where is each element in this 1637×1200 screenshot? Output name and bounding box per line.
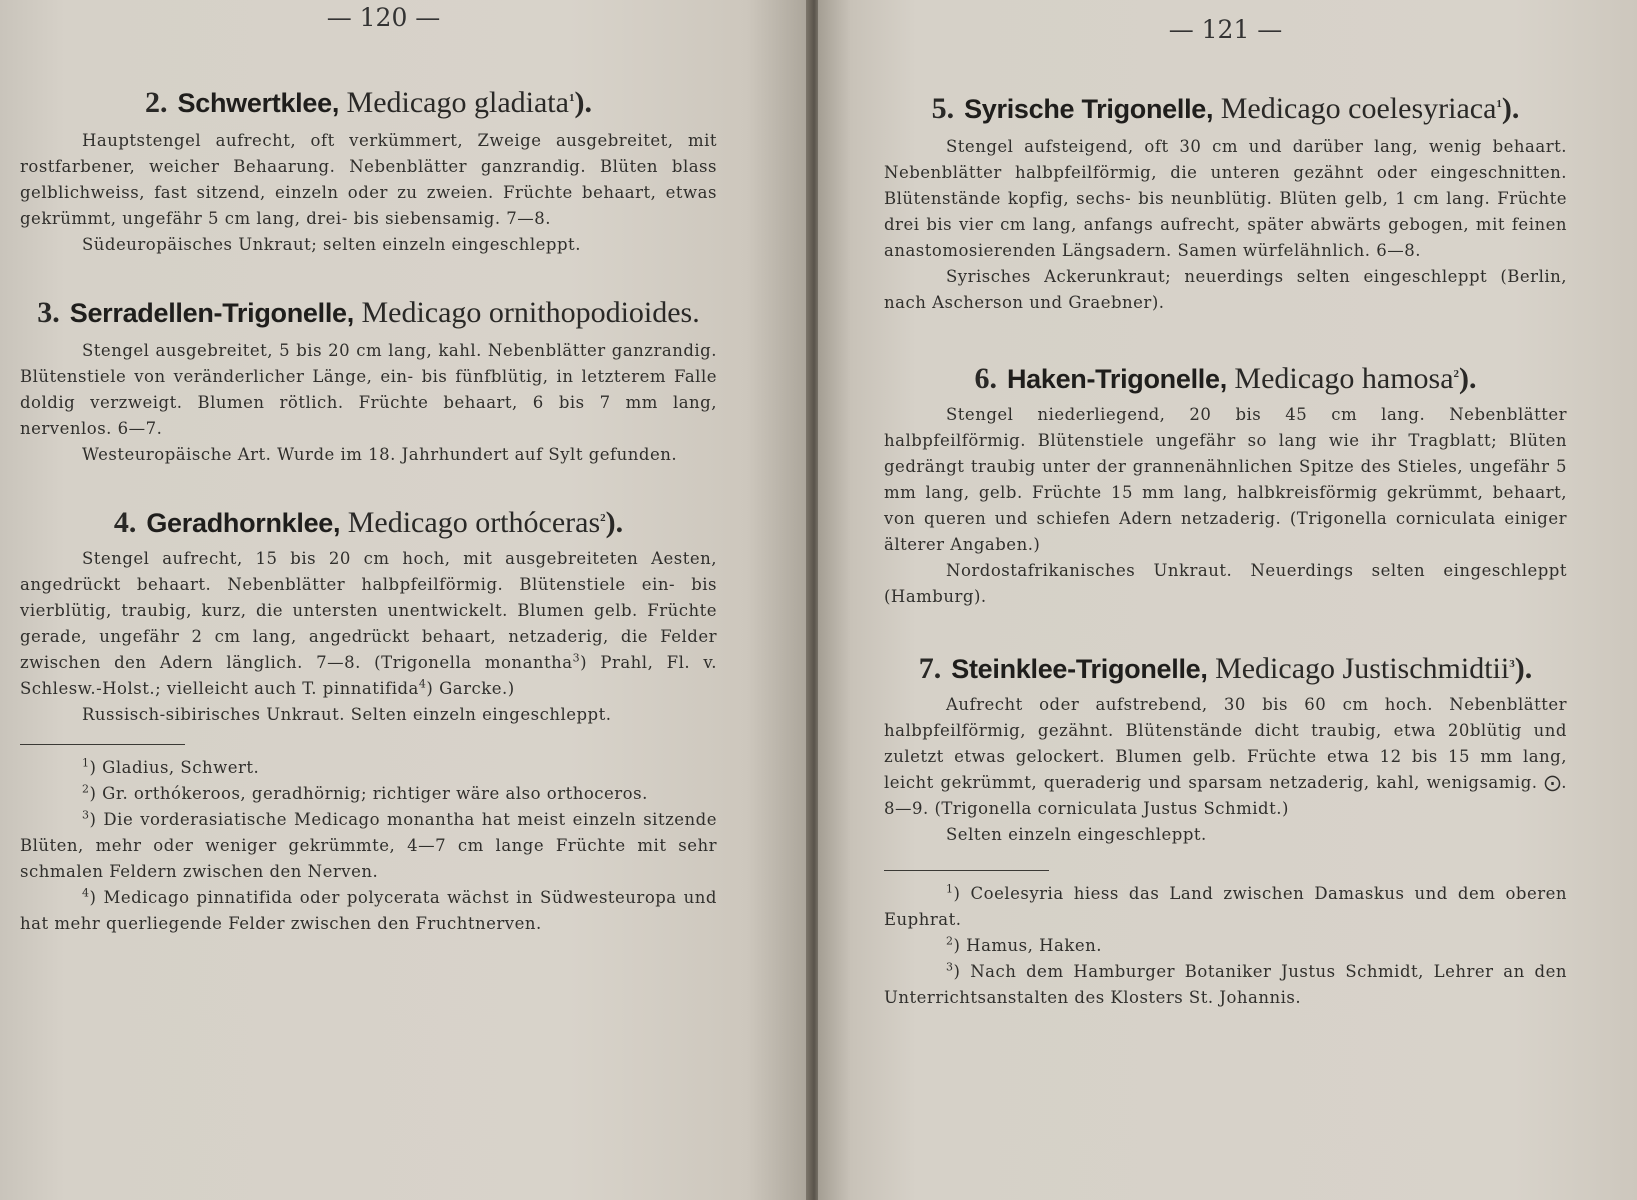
entry-description: Stengel niederliegend, 20 bis 45 cm lang. Nebenblätter halbpfeilförmig. Blütenstiele ungefähr so lang wie ihr Tragblatt; Blüten gedrängt traubig unter der grannenähnlichen Spitze des Stieles, ungefähr 5 mm lang, gelb. Früchte 15 mm lang, halbkreisförmig gekrümmt, behaart, von queren und schiefen Adern netzaderig. (Trigonella corniculata einiger älterer Angaben.): [884, 405, 1567, 554]
footnote: $^2$) Hamus, Haken.: [946, 934, 1102, 955]
latin-name: Medicago Justischmidtii: [1215, 652, 1510, 685]
footnote-ref: 4: [418, 677, 427, 691]
footnote-divider: [20, 744, 185, 745]
german-name: Schwertklee,: [177, 88, 340, 118]
latin-name: Medicago orthóceras: [347, 506, 601, 539]
entry-heading: 4. Geradhornklee, Medicago orthóceras$^2$).: [113, 506, 624, 539]
german-name: Haken-Trigonelle,: [1006, 364, 1227, 394]
entry-description: Stengel aufrecht, 15 bis 20 cm hoch, mit ausgebreiteten Aesten, angedrückt behaart. Nebenblätter halbpfeilförmig. Blütenstiele ein- bis vierblütig, traubig, kurz, die untersten unentwickelt. Blumen gelb. Früchte gerade, ungefähr 2 cm lang, angedrückt behaart, netzaderig, die Felder zwischen den Adern länglich. 7—8. (Trigonella monantha$^3$) Prahl, Fl. v. Schlesw.-Holst.; vielleicht auch T. pinnatifida$^4$) Garcke.): [20, 549, 717, 698]
footnote-ref: 3: [1509, 658, 1515, 670]
entry-heading: 5. Syrische Trigonelle, Medicago coelesyriaca$^1$).: [931, 92, 1520, 125]
german-name: Steinklee-Trigonelle,: [951, 654, 1208, 684]
footnote: $^4$) Medicago pinnatifida oder polycerata wächst in Südwesteuropa und hat mehr querliegende Felder zwischen den Fruchtnerven.: [20, 886, 717, 933]
footnote: $^2$) Gr. orthókeroos, geradhörnig; richtiger wäre also orthoceros.: [82, 782, 648, 803]
german-name: Syrische Trigonelle,: [964, 94, 1214, 124]
entry-description: Aufrecht oder aufstrebend, 30 bis 60 cm hoch. Nebenblätter halbpfeilförmig, gezähnt. Blütenstände dicht traubig, etwa 20blütig und zuletzt etwas gelockert. Blumen gelb. Früchte etwa 12 bis 15 mm lang, leicht gekrümmt, queraderig und sparsam netzaderig, kahl, wenigsamig. ⨀. 8—9. (Trigonella corniculata Justus Schmidt.): [884, 695, 1567, 818]
footnote: $^3$) Nach dem Hamburger Botaniker Justus Schmidt, Lehrer an den Unterrichtsanstalten des Klosters St. Johannis.: [884, 960, 1567, 1007]
footnote-ref: 3: [572, 651, 581, 665]
entry-note: Russisch-sibirisches Unkraut. Selten einzeln eingeschleppt.: [82, 705, 612, 724]
latin-name: Medicago ornithopodioides.: [361, 296, 700, 329]
entry-note: Westeuropäische Art. Wurde im 18. Jahrhundert auf Sylt gefunden.: [82, 445, 678, 464]
footnote-divider: [884, 870, 1049, 871]
right-page: [818, 0, 1637, 1200]
latin-name: Medicago coelesyriaca: [1220, 92, 1497, 125]
entry-description: Stengel ausgebreitet, 5 bis 20 cm lang, kahl. Nebenblätter ganzrandig. Blütenstiele von veränderlicher Länge, ein- bis fünfblütig, in letzterem Falle doldig verzweigt. Blumen rötlich. Früchte behaart, 6 bis 7 mm lang, nervenlos. 6—7.: [20, 341, 717, 438]
entry-heading: 2. Schwertklee, Medicago gladiata$^1$).: [145, 86, 592, 119]
footnote-ref: 1: [568, 92, 575, 104]
footnote-ref: 1: [1496, 98, 1502, 110]
page-number: — 121 —: [1168, 15, 1283, 44]
entry-note: Selten einzeln eingeschleppt.: [946, 825, 1207, 844]
german-name: Serradellen-Trigonelle,: [69, 298, 354, 328]
page-number: — 120 —: [326, 3, 441, 32]
footnote-ref: 2: [1453, 368, 1460, 380]
entry-heading: 6. Haken-Trigonelle, Medicago hamosa$^2$).: [974, 362, 1477, 395]
german-name: Geradhornklee,: [146, 508, 341, 538]
footnote: $^1$) Gladius, Schwert.: [82, 756, 260, 777]
entry-note: Nordostafrikanisches Unkraut. Neuerdings selten eingeschleppt (Hamburg).: [884, 561, 1567, 606]
left-page: [0, 0, 812, 1200]
footnote: $^3$) Die vorderasiatische Medicago monantha hat meist einzeln sitzende Blüten, mehr oder weniger gekrümmte, 4—7 cm lange Früchte mit sehr schmalen Feldern zwischen den Nerven.: [20, 808, 717, 881]
entry-description: Stengel aufsteigend, oft 30 cm und darüber lang, wenig behaart. Nebenblätter halbpfeilförmig, die unteren gezähnt oder eingeschnitten. Blütenstände kopfig, sechs- bis neunblütig. Blüten gelb, 1 cm lang. Früchte drei bis vier cm lang, anfangs aufrecht, später abwärts gebogen, mit feinen anastomosierenden Längsadern. Samen würfelähnlich. 6—8.: [884, 137, 1567, 260]
entry-note: Südeuropäisches Unkraut; selten einzeln eingeschleppt.: [82, 235, 581, 254]
entry-heading: 7. Steinklee-Trigonelle, Medicago Justischmidtii$^3$).: [918, 652, 1533, 685]
footnote: $^1$) Coelesyria hiess das Land zwischen Damaskus und dem oberen Euphrat.: [884, 882, 1567, 929]
latin-name: Medicago hamosa: [1234, 362, 1454, 395]
entry-note: Syrisches Ackerunkraut; neuerdings selten eingeschleppt (Berlin, nach Ascherson und Graebner).: [884, 267, 1567, 312]
footnote-ref: 2: [600, 512, 606, 524]
entry-heading: 3. Serradellen-Trigonelle, Medicago ornithopodioides.: [37, 296, 700, 329]
entry-description: Hauptstengel aufrecht, oft verkümmert, Zweige ausgebreitet, mit rostfarbener, weicher Behaarung. Nebenblätter ganzrandig. Blüten blass gelblichweiss, fast sitzend, einzeln oder zu zweien. Früchte behaart, etwas gekrümmt, ungefähr 5 cm lang, drei- bis siebensamig. 7—8.: [20, 131, 717, 228]
latin-name: Medicago gladiata: [346, 86, 569, 119]
